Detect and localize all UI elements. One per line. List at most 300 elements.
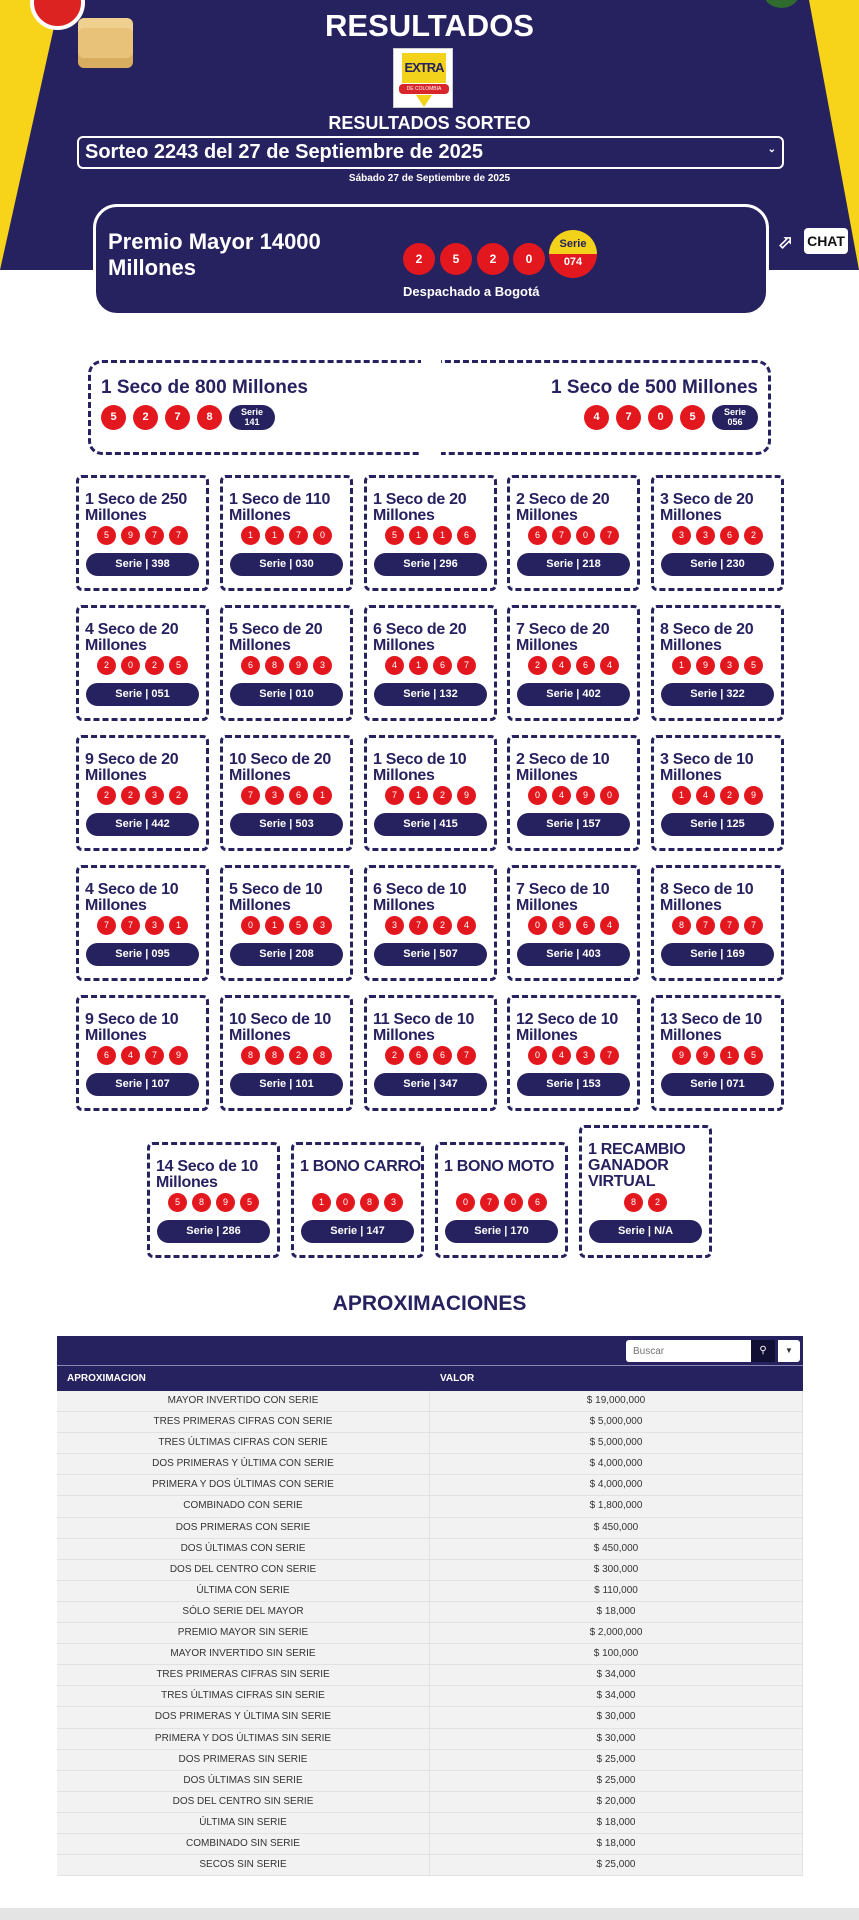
number-ball: 2 xyxy=(433,916,452,935)
number-balls xyxy=(79,1046,206,1065)
table-row xyxy=(57,1729,803,1750)
prize-card xyxy=(651,995,784,1111)
number-ball: 1 xyxy=(672,656,691,675)
aproximacion-cell: COMBINADO SIN SERIE xyxy=(57,1834,430,1854)
number-ball: 1 xyxy=(720,1046,739,1065)
number-ball: 7 xyxy=(457,656,476,675)
serie-value: 141 xyxy=(244,417,260,427)
serie-pill: Serie | 230 xyxy=(661,553,774,576)
number-balls xyxy=(367,656,494,675)
number-ball: 8 xyxy=(313,1046,332,1065)
number-ball: 4 xyxy=(600,656,619,675)
aproximacion-cell: DOS PRIMERAS SIN SERIE xyxy=(57,1750,430,1770)
footer-bar xyxy=(0,1908,859,1920)
table-row xyxy=(57,1560,803,1581)
number-ball: 2 xyxy=(720,786,739,805)
valor-cell: $ 19,000,000 xyxy=(430,1391,803,1411)
prize-card xyxy=(76,735,209,851)
serie-label: Serie xyxy=(723,407,747,417)
number-ball: 3 xyxy=(720,656,739,675)
prize-card xyxy=(507,605,640,721)
number-ball: 2 xyxy=(744,526,763,545)
number-balls xyxy=(223,786,350,805)
number-balls xyxy=(294,1193,421,1212)
table-row xyxy=(57,1707,803,1728)
number-ball: 8 xyxy=(672,916,691,935)
number-ball: 3 xyxy=(672,526,691,545)
prize-card xyxy=(220,605,353,721)
table-row xyxy=(57,1834,803,1855)
prize-title: 1 BONO CARRO xyxy=(300,1158,421,1175)
number-ball: 3 xyxy=(576,1046,595,1065)
table-row xyxy=(57,1518,803,1539)
number-ball: 3 xyxy=(313,656,332,675)
number-balls xyxy=(510,526,637,545)
prize-title: 1 Seco de 500 Millones xyxy=(551,377,758,398)
number-ball: 7 xyxy=(145,1046,164,1065)
valor-cell: $ 25,000 xyxy=(430,1750,803,1770)
number-ball: 5 xyxy=(385,526,404,545)
aproximacion-cell: PRIMERA Y DOS ÚLTIMAS CON SERIE xyxy=(57,1475,430,1495)
number-ball: 5 xyxy=(168,1193,187,1212)
number-ball: 7 xyxy=(385,786,404,805)
prize-card xyxy=(579,1125,712,1258)
big-prizes-box xyxy=(88,360,771,455)
aproximacion-cell: MAYOR INVERTIDO CON SERIE xyxy=(57,1391,430,1411)
number-ball: 2 xyxy=(169,786,188,805)
number-ball: 5 xyxy=(289,916,308,935)
number-ball: 1 xyxy=(169,916,188,935)
number-ball: 4 xyxy=(552,786,571,805)
aproximacion-cell: DOS ÚLTIMAS SIN SERIE xyxy=(57,1771,430,1791)
prize-card xyxy=(76,865,209,981)
prize-title: 9 Seco de 10 Millones xyxy=(85,1011,179,1044)
serie-pill: Serie | 169 xyxy=(661,943,774,966)
number-balls xyxy=(223,526,350,545)
table-row xyxy=(57,1602,803,1623)
results-subtitle: RESULTADOS SORTEO xyxy=(328,113,531,133)
columns-dropdown-button[interactable] xyxy=(778,1340,800,1362)
prize-title: 6 Seco de 10 Millones xyxy=(373,881,467,914)
number-ball: 9 xyxy=(289,656,308,675)
number-ball: 7 xyxy=(169,526,188,545)
serie-pill: Serie | 507 xyxy=(374,943,487,966)
draw-select-value: Sorteo 2243 del 27 de Septiembre de 2025 xyxy=(85,141,483,163)
logo-text: EXTRA xyxy=(402,53,446,83)
prize-title: 8 Seco de 10 Millones xyxy=(660,881,754,914)
number-ball: 4 xyxy=(121,1046,140,1065)
aproximacion-cell: DOS DEL CENTRO CON SERIE xyxy=(57,1560,430,1580)
number-ball: 0 xyxy=(528,1046,547,1065)
number-balls xyxy=(367,786,494,805)
number-ball: 3 xyxy=(265,786,284,805)
number-ball: 2 xyxy=(97,786,116,805)
prize-card xyxy=(364,475,497,591)
table-row xyxy=(57,1454,803,1475)
number-ball: 7 xyxy=(616,405,641,430)
number-ball: 6 xyxy=(576,656,595,675)
prize-card xyxy=(651,475,784,591)
number-ball: 8 xyxy=(552,916,571,935)
prize-title: 3 Seco de 10 Millones xyxy=(660,751,754,784)
number-ball: 8 xyxy=(241,1046,260,1065)
number-ball: 4 xyxy=(552,1046,571,1065)
prize-title: 10 Seco de 20 Millones xyxy=(229,751,331,784)
number-ball: 0 xyxy=(504,1193,523,1212)
valor-cell: $ 25,000 xyxy=(430,1855,803,1875)
number-ball: 1 xyxy=(672,786,691,805)
number-ball: 0 xyxy=(600,786,619,805)
number-ball: 9 xyxy=(696,656,715,675)
number-ball: 9 xyxy=(744,786,763,805)
table-row xyxy=(57,1644,803,1665)
serie-pill: Serie | 107 xyxy=(86,1073,199,1096)
number-ball: 7 xyxy=(97,916,116,935)
prize-card xyxy=(651,605,784,721)
number-ball: 3 xyxy=(313,916,332,935)
number-ball: 1 xyxy=(312,1193,331,1212)
number-ball: 1 xyxy=(409,786,428,805)
serie-pill: Serie | 157 xyxy=(517,813,630,836)
number-ball: 7 xyxy=(457,1046,476,1065)
number-ball: 1 xyxy=(241,526,260,545)
search-icon: ⚲ xyxy=(759,1345,767,1356)
prize-title: 8 Seco de 20 Millones xyxy=(660,621,754,654)
aproximacion-cell: DOS PRIMERAS CON SERIE xyxy=(57,1518,430,1538)
serie-pill: Serie | 503 xyxy=(230,813,343,836)
number-ball: 6 xyxy=(433,1046,452,1065)
table-row xyxy=(57,1433,803,1454)
table-row xyxy=(57,1665,803,1686)
number-ball: 7 xyxy=(552,526,571,545)
aproximacion-cell: SÓLO SERIE DEL MAYOR xyxy=(57,1602,430,1622)
serie-pill: Serie | 125 xyxy=(661,813,774,836)
premio-mayor-card xyxy=(93,204,769,316)
valor-cell: $ 2,000,000 xyxy=(430,1623,803,1643)
extra-de-colombia-logo xyxy=(393,48,453,108)
number-ball: 1 xyxy=(265,526,284,545)
number-ball: 6 xyxy=(433,656,452,675)
number-ball: 2 xyxy=(97,656,116,675)
table-row xyxy=(57,1855,803,1876)
number-ball: 8 xyxy=(192,1193,211,1212)
number-ball: 0 xyxy=(456,1193,475,1212)
number-ball: 6 xyxy=(576,916,595,935)
valor-cell: $ 4,000,000 xyxy=(430,1475,803,1495)
number-ball: 7 xyxy=(480,1193,499,1212)
prize-card xyxy=(76,475,209,591)
number-ball: 8 xyxy=(197,405,222,430)
table-row xyxy=(57,1475,803,1496)
aproximacion-cell: TRES PRIMERAS CIFRAS CON SERIE xyxy=(57,1412,430,1432)
aproximacion-cell: COMBINADO CON SERIE xyxy=(57,1496,430,1516)
serie-pill: Serie | 415 xyxy=(374,813,487,836)
aproximacion-cell: TRES ÚLTIMAS CIFRAS SIN SERIE xyxy=(57,1686,430,1706)
valor-cell: $ 34,000 xyxy=(430,1686,803,1706)
valor-cell: $ 20,000 xyxy=(430,1792,803,1812)
prize-card xyxy=(220,865,353,981)
chat-button[interactable] xyxy=(778,228,848,258)
serie-pill: Serie | 322 xyxy=(661,683,774,706)
aproximacion-cell: DOS ÚLTIMAS CON SERIE xyxy=(57,1539,430,1559)
number-ball: 9 xyxy=(169,1046,188,1065)
serie-pill: Serie | 402 xyxy=(517,683,630,706)
number-ball: 6 xyxy=(528,526,547,545)
prize-card xyxy=(76,995,209,1111)
number-ball: 2 xyxy=(433,786,452,805)
number-balls xyxy=(367,916,494,935)
aproximacion-cell: TRES PRIMERAS CIFRAS SIN SERIE xyxy=(57,1665,430,1685)
table-row xyxy=(57,1750,803,1771)
number-ball: 6 xyxy=(241,656,260,675)
table-row xyxy=(57,1623,803,1644)
prize-title: 1 RECAMBIO GANADOR VIRTUAL xyxy=(588,1141,686,1190)
number-balls xyxy=(367,526,494,545)
valor-cell: $ 34,000 xyxy=(430,1665,803,1685)
number-ball: 4 xyxy=(600,916,619,935)
serie-pill: Serie | 010 xyxy=(230,683,343,706)
number-ball: 0 xyxy=(313,526,332,545)
prize-card xyxy=(364,605,497,721)
table-row xyxy=(57,1686,803,1707)
number-ball: 7 xyxy=(600,526,619,545)
number-ball: 7 xyxy=(289,526,308,545)
table-row xyxy=(57,1581,803,1602)
number-ball: 0 xyxy=(528,916,547,935)
search-input[interactable] xyxy=(626,1340,751,1362)
aproximaciones-title: APROXIMACIONES xyxy=(332,1292,527,1315)
table-row xyxy=(57,1792,803,1813)
valor-cell: $ 18,000 xyxy=(430,1813,803,1833)
number-balls xyxy=(223,656,350,675)
aproximacion-cell: PREMIO MAYOR SIN SERIE xyxy=(57,1623,430,1643)
prize-title: 7 Seco de 20 Millones xyxy=(516,621,610,654)
serie-pill: Serie | 398 xyxy=(86,553,199,576)
serie-label: Serie xyxy=(559,238,587,250)
number-balls xyxy=(510,916,637,935)
draw-select[interactable] xyxy=(77,136,784,169)
number-balls xyxy=(223,1046,350,1065)
number-balls xyxy=(654,916,781,935)
prize-card xyxy=(364,995,497,1111)
number-ball: 0 xyxy=(528,786,547,805)
draw-date: Sábado 27 de Septiembre de 2025 xyxy=(348,173,511,184)
page-title: RESULTADOS xyxy=(325,8,534,43)
aproximacion-cell: DOS PRIMERAS Y ÚLTIMA CON SERIE xyxy=(57,1454,430,1474)
premio-mayor-label: Premio Mayor 14000 Millones xyxy=(108,229,321,280)
number-ball: 8 xyxy=(360,1193,379,1212)
number-ball: 8 xyxy=(265,1046,284,1065)
number-ball: 1 xyxy=(313,786,332,805)
serie-pill: Serie | 403 xyxy=(517,943,630,966)
serie-pill: Serie | 347 xyxy=(374,1073,487,1096)
logo-subtext: DE COLOMBIA xyxy=(399,84,449,94)
number-balls xyxy=(654,786,781,805)
number-balls xyxy=(79,916,206,935)
serie-pill xyxy=(229,405,275,430)
search-button[interactable] xyxy=(751,1340,775,1362)
serie-pill xyxy=(712,405,758,430)
serie-value: 056 xyxy=(727,417,743,427)
prize-card xyxy=(220,735,353,851)
number-ball: 7 xyxy=(744,916,763,935)
serie-pill: Serie | 071 xyxy=(661,1073,774,1096)
valor-cell: $ 450,000 xyxy=(430,1539,803,1559)
number-ball: 1 xyxy=(409,656,428,675)
number-ball: 5 xyxy=(680,405,705,430)
number-ball: 2 xyxy=(385,1046,404,1065)
prize-card xyxy=(651,865,784,981)
prize-title: 1 Seco de 20 Millones xyxy=(373,491,467,524)
number-ball: 3 xyxy=(145,916,164,935)
number-balls xyxy=(654,1046,781,1065)
number-ball: 4 xyxy=(584,405,609,430)
number-ball: 5 xyxy=(97,526,116,545)
aproximacion-cell: DOS PRIMERAS Y ÚLTIMA SIN SERIE xyxy=(57,1707,430,1727)
number-ball: 8 xyxy=(265,656,284,675)
number-ball: 9 xyxy=(216,1193,235,1212)
number-ball: 2 xyxy=(145,656,164,675)
serie-pill: Serie | 286 xyxy=(157,1220,270,1243)
serie-pill: Serie | N/A xyxy=(589,1220,702,1243)
serie-pill: Serie | 101 xyxy=(230,1073,343,1096)
serie-pill: Serie | 170 xyxy=(445,1220,558,1243)
prize-card xyxy=(76,605,209,721)
valor-cell: $ 110,000 xyxy=(430,1581,803,1601)
number-ball: 4 xyxy=(385,656,404,675)
number-ball: 6 xyxy=(97,1046,116,1065)
number-balls xyxy=(223,916,350,935)
prize-card xyxy=(507,735,640,851)
prize-title: 9 Seco de 20 Millones xyxy=(85,751,179,784)
column-header[interactable]: APROXIMACION xyxy=(67,1373,146,1384)
number-ball: 9 xyxy=(672,1046,691,1065)
number-ball: 6 xyxy=(720,526,739,545)
number-balls xyxy=(79,786,206,805)
prize-title: 1 Seco de 800 Millones xyxy=(101,377,308,398)
table-row xyxy=(57,1391,803,1412)
number-ball: 7 xyxy=(720,916,739,935)
prize-title: 1 BONO MOTO xyxy=(444,1158,555,1175)
serie-pill: Serie | 442 xyxy=(86,813,199,836)
number-balls xyxy=(654,656,781,675)
valor-cell: $ 25,000 xyxy=(430,1771,803,1791)
prize-card xyxy=(364,735,497,851)
number-ball: 5 xyxy=(440,243,472,275)
number-ball: 9 xyxy=(576,786,595,805)
number-ball: 1 xyxy=(433,526,452,545)
prize-title: 1 Seco de 250 Millones xyxy=(85,491,187,524)
prize-title: 12 Seco de 10 Millones xyxy=(516,1011,618,1044)
valor-cell: $ 30,000 xyxy=(430,1729,803,1749)
number-balls xyxy=(510,656,637,675)
aproximaciones-table xyxy=(57,1336,803,1876)
number-ball: 9 xyxy=(696,1046,715,1065)
serie-value: 074 xyxy=(563,256,583,268)
number-ball: 5 xyxy=(240,1193,259,1212)
prize-title: 10 Seco de 10 Millones xyxy=(229,1011,331,1044)
prize-card xyxy=(220,475,353,591)
valor-cell: $ 18,000 xyxy=(430,1834,803,1854)
number-balls xyxy=(150,1193,277,1212)
number-ball: 0 xyxy=(648,405,673,430)
number-ball: 2 xyxy=(121,786,140,805)
prize-title: 1 Seco de 10 Millones xyxy=(373,751,467,784)
number-ball: 3 xyxy=(384,1193,403,1212)
number-ball: 6 xyxy=(409,1046,428,1065)
number-ball: 2 xyxy=(403,243,435,275)
prize-title: 11 Seco de 10 Millones xyxy=(373,1011,475,1044)
prize-card xyxy=(507,995,640,1111)
column-header[interactable]: VALOR xyxy=(440,1373,475,1384)
serie-label: Serie xyxy=(240,407,264,417)
serie-pill: Serie | 030 xyxy=(230,553,343,576)
chat-label: CHAT xyxy=(804,228,848,254)
logo-triangle xyxy=(416,95,432,107)
aproximacion-cell: MAYOR INVERTIDO SIN SERIE xyxy=(57,1644,430,1664)
number-ball: 5 xyxy=(101,405,126,430)
prize-title: 1 Seco de 110 Millones xyxy=(229,491,331,524)
aproximacion-cell: ÚLTIMA SIN SERIE xyxy=(57,1813,430,1833)
despachado-text: Despachado a Bogotá xyxy=(403,284,540,299)
prize-card xyxy=(507,865,640,981)
number-ball: 0 xyxy=(576,526,595,545)
table-header xyxy=(57,1366,803,1391)
number-ball: 0 xyxy=(336,1193,355,1212)
number-ball: 8 xyxy=(624,1193,643,1212)
serie-pill: Serie | 296 xyxy=(374,553,487,576)
aproximacion-cell: PRIMERA Y DOS ÚLTIMAS SIN SERIE xyxy=(57,1729,430,1749)
aproximacion-cell: TRES ÚLTIMAS CIFRAS CON SERIE xyxy=(57,1433,430,1453)
lottery-ball-decor-right xyxy=(764,0,799,8)
prize-title: 3 Seco de 20 Millones xyxy=(660,491,754,524)
prize-card xyxy=(364,865,497,981)
aproximacion-cell: ÚLTIMA CON SERIE xyxy=(57,1581,430,1601)
prize-title: 7 Seco de 10 Millones xyxy=(516,881,610,914)
valor-cell: $ 450,000 xyxy=(430,1518,803,1538)
number-ball: 2 xyxy=(133,405,158,430)
valor-cell: $ 5,000,000 xyxy=(430,1412,803,1432)
prize-card xyxy=(651,735,784,851)
number-ball: 0 xyxy=(513,243,545,275)
number-ball: 3 xyxy=(385,916,404,935)
number-ball: 5 xyxy=(744,1046,763,1065)
table-row xyxy=(57,1813,803,1834)
table-toolbar xyxy=(57,1336,803,1366)
valor-cell: $ 300,000 xyxy=(430,1560,803,1580)
number-ball: 3 xyxy=(145,786,164,805)
number-ball: 9 xyxy=(121,526,140,545)
serie-ball xyxy=(549,230,597,278)
table-row xyxy=(57,1539,803,1560)
table-row xyxy=(57,1496,803,1517)
number-ball: 5 xyxy=(744,656,763,675)
caret-down-icon: ▼ xyxy=(785,1346,793,1355)
number-ball: 0 xyxy=(241,916,260,935)
prize-title: 2 Seco de 20 Millones xyxy=(516,491,610,524)
prize-title: 4 Seco de 10 Millones xyxy=(85,881,179,914)
number-ball: 4 xyxy=(552,656,571,675)
prize-card xyxy=(147,1142,280,1258)
number-ball: 5 xyxy=(169,656,188,675)
number-ball: 7 xyxy=(409,916,428,935)
table-row xyxy=(57,1412,803,1433)
number-ball: 0 xyxy=(121,656,140,675)
serie-pill: Serie | 095 xyxy=(86,943,199,966)
number-ball: 1 xyxy=(265,916,284,935)
prize-title: 6 Seco de 20 Millones xyxy=(373,621,467,654)
number-balls xyxy=(510,786,637,805)
